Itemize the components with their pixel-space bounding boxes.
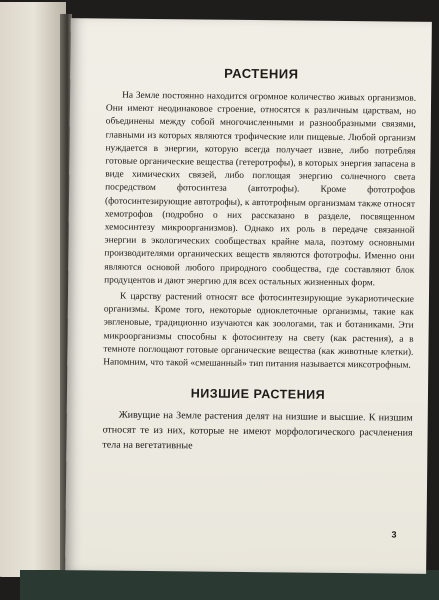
- paragraph-2: К царству растений относят все фотосинтезирующие эукариотические организмы. Кроме того, некоторые одноклеточные организмы, такие как эвгленовые, традиционно изучаются как зоологами, так и ботаниками. Эти микроорганизмы способны к фотосинтезу на свету (как растения), а в темноте поглощают готовые органические вещества (как животные клетки). Напомним, что такой «смешанный» тип питания называется миксотрофным.: [103, 291, 415, 371]
- intro-paragraph: Живущие на Земле растения делят на низшие и высшие. К низшим относят те из них, которые не имеют морфологического расчленения тела на вегетативные: [102, 409, 413, 452]
- book-page: [65, 18, 432, 574]
- page-content: [102, 64, 416, 455]
- page-number: 3: [391, 529, 397, 540]
- book-cover-edge: [20, 570, 439, 600]
- page-heading: РАСТЕНИЯ: [224, 65, 299, 82]
- section-subheading: НИЗШИЕ РАСТЕНИЯ: [190, 386, 326, 403]
- left-page-edge: [0, 2, 66, 577]
- paragraph-1: На Земле постоянно находится огромное количество живых организмов. Они имеют неодинаковое строение, относятся к различным царствам, но объединены между собой многочисленными и разнообразными связями, главными из которых являются трофические или пищевые. Любой организм нуждается в энергии, которую всегда получает извне, либо потребляя готовые органические вещества (гетеротрофы), в которых энергия запасена в виде химических связей, либо поглощая энергию солнечного света посредством фотосинтеза (автотрофы). Кроме фототрофов (фотосинтезирующие автотрофы), к автотрофным организмам также относят хемотрофов (подробно о них рассказано в разделе, посвященном хемосинтезу микроорганизмов). Однако их роль в передаче связанной энергии в экологических сообществах крайне мала, поэтому основными производителями органических веществ являются фототрофы. Именно они являются основой любого природного сообщества, где составляют блок продуцентов и дают энергию для всех остальных жизненных форм.: [104, 90, 417, 289]
